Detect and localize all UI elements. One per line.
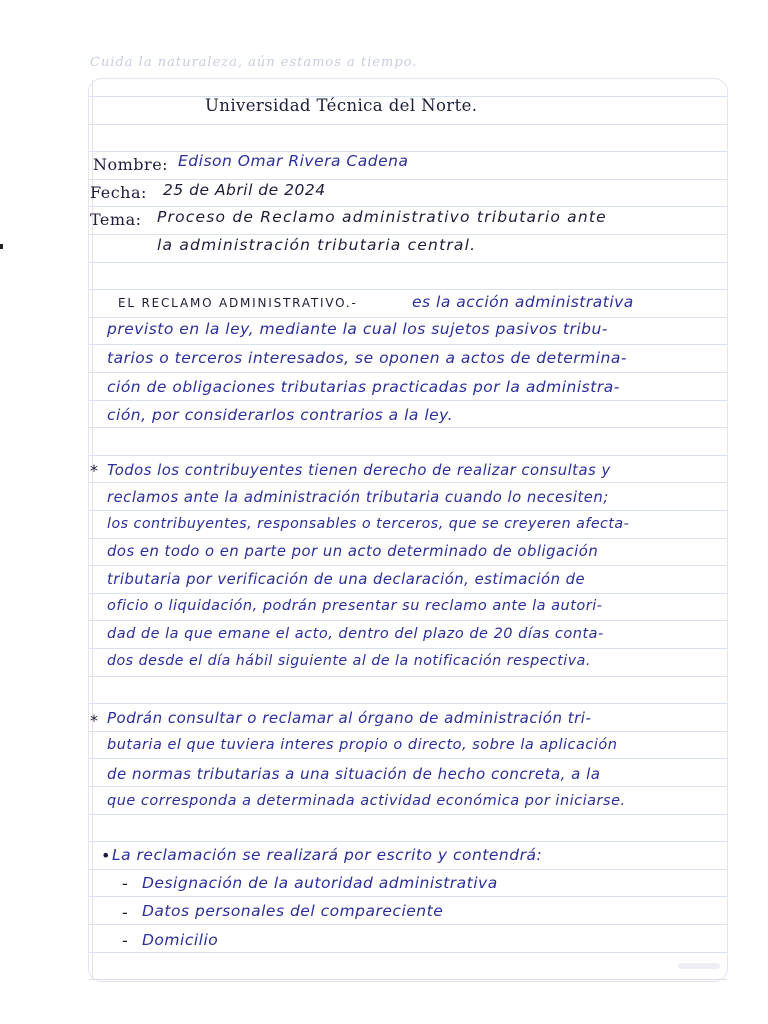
edge-mark <box>0 244 3 249</box>
paragraph-line: dos desde el día hábil siguiente al de la notificación respectiva. <box>107 653 591 669</box>
rule-line <box>89 427 727 428</box>
paragraph-line: dos en todo o en parte por un acto determinado de obligación <box>107 543 599 560</box>
rule-line <box>89 565 727 566</box>
rule-line <box>89 979 727 980</box>
rule-line <box>89 179 727 180</box>
header-note: Cuida la naturaleza, aún estamos a tiempo. <box>90 55 418 70</box>
rule-line <box>89 758 727 759</box>
rule-line <box>89 841 727 842</box>
field-label-fecha: Fecha: <box>90 183 147 202</box>
dot-bullet: • <box>101 846 111 865</box>
paragraph-lead: EL RECLAMO ADMINISTRATIVO.- <box>118 296 358 310</box>
rule-line <box>89 289 727 290</box>
paragraph-line: tarios o terceros interesados, se oponen a actos de determina- <box>107 349 627 367</box>
paragraph-line: es la acción administrativa <box>412 293 634 311</box>
rule-line <box>89 400 727 401</box>
paragraph-line: La reclamación se realizará por escrito y contendrá: <box>112 846 543 864</box>
rule-line <box>89 869 727 870</box>
field-value-nombre: Edison Omar Rivera Cadena <box>178 152 409 170</box>
rule-line <box>89 896 727 897</box>
rule-line <box>89 317 727 318</box>
paragraph-line: ción, por considerarlos contrarios a la ley. <box>107 406 454 424</box>
paragraph-line: de normas tributarias a una situación de hecho concreta, a la <box>107 765 601 783</box>
paragraph-line: ción de obligaciones tributarias practicadas por la administra- <box>107 378 620 396</box>
field-value-fecha: 25 de Abril de 2024 <box>163 181 326 199</box>
page-footer-mark <box>678 963 720 969</box>
asterisk-bullet: * <box>90 461 98 480</box>
rule-line <box>89 344 727 345</box>
paragraph-line: que corresponda a determinada actividad económica por iniciarse. <box>107 793 626 809</box>
rule-line <box>89 482 727 483</box>
rule-line <box>89 924 727 925</box>
asterisk-bullet: * <box>90 711 98 730</box>
rule-line <box>89 648 727 649</box>
paragraph-line: butaria el que tuviera interes propio o directo, sobre la aplicación <box>107 737 618 753</box>
paragraph-line: reclamos ante la administración tributaria cuando lo necesiten; <box>107 489 609 506</box>
list-item: Designación de la autoridad administrativa <box>142 874 498 892</box>
field-value-tema-line2: la administración tributaria central. <box>157 236 477 254</box>
rule-line <box>89 510 727 511</box>
paragraph-line: dad de la que emane el acto, dentro del plazo de 20 días conta- <box>107 626 604 642</box>
rule-line <box>89 124 727 125</box>
rule-line <box>89 538 727 539</box>
rule-line <box>89 676 727 677</box>
list-item: Datos personales del compareciente <box>142 902 444 920</box>
rule-line <box>89 455 727 456</box>
field-value-tema: Proceso de Reclamo administrativo tributario ante <box>157 208 607 226</box>
rule-line <box>89 952 727 953</box>
field-label-nombre: Nombre: <box>93 155 169 174</box>
paragraph-line: oficio o liquidación, podrán presentar su reclamo ante la autori- <box>107 598 603 614</box>
list-item: Domicilio <box>142 931 219 949</box>
rule-line <box>89 703 727 704</box>
paragraph-line: Podrán consultar o reclamar al órgano de administración tri- <box>107 709 592 727</box>
page-title: Universidad Técnica del Norte. <box>205 96 478 115</box>
rule-line <box>89 234 727 235</box>
field-label-tema: Tema: <box>90 210 142 229</box>
rule-line <box>89 262 727 263</box>
rule-line <box>89 593 727 594</box>
dash-bullet: - <box>122 874 128 893</box>
rule-line <box>89 731 727 732</box>
rule-line <box>89 372 727 373</box>
paragraph-line: previsto en la ley, mediante la cual los sujetos pasivos tribu- <box>107 320 608 338</box>
rule-line <box>89 786 727 787</box>
dash-bullet: - <box>122 931 128 950</box>
paragraph-line: los contribuyentes, responsables o terceros, que se creyeren afecta- <box>107 516 630 532</box>
rule-line <box>89 620 727 621</box>
paragraph-line: tributaria por verificación de una declaración, estimación de <box>107 571 586 588</box>
paragraph-line: Todos los contribuyentes tienen derecho de realizar consultas y <box>107 462 611 479</box>
dash-bullet: - <box>122 903 128 922</box>
rule-line <box>89 206 727 207</box>
rule-line <box>89 814 727 815</box>
